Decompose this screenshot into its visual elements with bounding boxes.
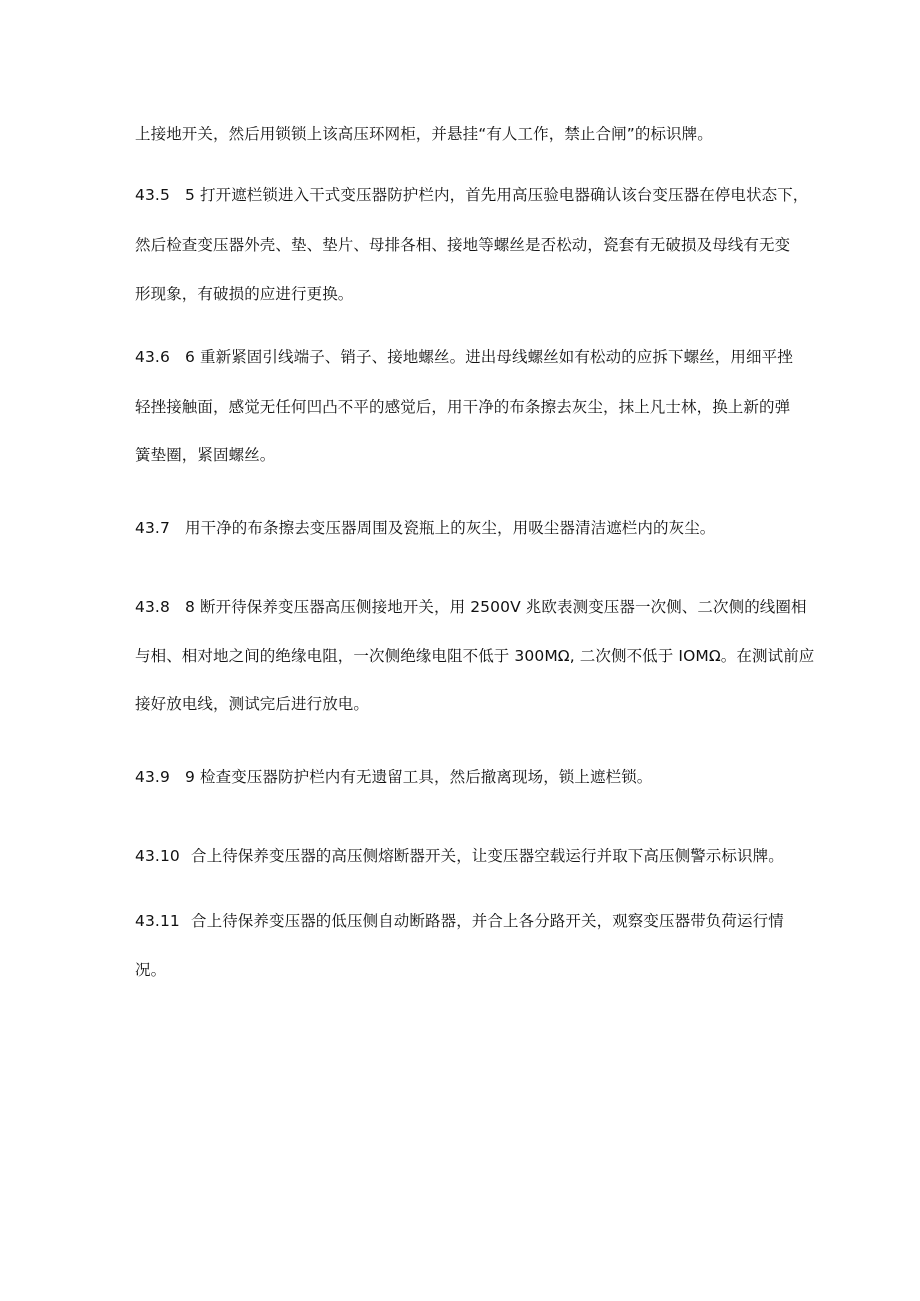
- item-43-8-line-2: [135, 646, 815, 666]
- item-number: 43.6: [135, 348, 170, 366]
- item-43-8-line-1: [135, 597, 810, 617]
- item-text: 5 打开遮栏锁进入干式变压器防护栏内，首先用高压验电器确认该台变压器在停电状态下，: [185, 186, 809, 204]
- item-number: 43.11: [135, 912, 180, 930]
- intro-text: 上接地开关，然后用锁锁上该高压环网柜，并悬挂“有人工作，禁止合闸”的标识牌。: [135, 125, 713, 143]
- item-text: 轻挫接触面，感觉无任何凹凸不平的感觉后，用干净的布条擦去灰尘，抹上凡士林，换上新的弹: [135, 398, 791, 416]
- item-43-5-line-1: [135, 185, 810, 205]
- item-number: 43.10: [135, 847, 180, 865]
- item-43-6-line-1: [135, 347, 810, 367]
- item-43-5-line-3: [135, 284, 810, 304]
- item-43-6-line-3: [135, 445, 810, 465]
- item-text: 合上待保养变压器的高压侧熔断器开关，让变压器空载运行并取下高压侧警示标识牌。: [191, 847, 784, 865]
- item-43-10-line-1: [135, 846, 810, 866]
- item-text: 然后检查变压器外壳、垫、垫片、母排各相、接地等螺丝是否松动，瓷套有无破损及母线有无变: [135, 236, 791, 254]
- item-text: 用干净的布条擦去变压器周围及瓷瓶上的灰尘，用吸尘器清洁遮栏内的灰尘。: [185, 519, 716, 537]
- item-text: 6 重新紧固引线端子、销子、接地螺丝。进出母线螺丝如有松动的应拆下螺丝，用细平挫: [185, 348, 793, 366]
- item-43-11-line-2: [135, 960, 810, 980]
- intro-line: [135, 124, 810, 144]
- item-43-7-line-1: [135, 518, 810, 538]
- item-text: 8 断开待保养变压器高压侧接地开关，用 2500V 兆欧表测变压器一次侧、二次侧的线圈相: [185, 598, 807, 616]
- item-43-5-line-2: [135, 235, 810, 255]
- item-43-8-line-3: [135, 694, 810, 714]
- item-text: 形现象，有破损的应进行更换。: [135, 285, 354, 303]
- item-43-9-line-1: [135, 767, 810, 787]
- item-number: 43.5: [135, 186, 170, 204]
- item-text: 合上待保养变压器的低压侧自动断路器，并合上各分路开关，观察变压器带负荷运行情: [191, 912, 784, 930]
- item-number: 43.9: [135, 768, 170, 786]
- item-43-6-line-2: [135, 397, 810, 417]
- item-43-11-line-1: [135, 911, 810, 931]
- item-text: 簧垫圈，紧固螺丝。: [135, 446, 276, 464]
- item-number: 43.7: [135, 519, 170, 537]
- item-text: 9 检查变压器防护栏内有无遗留工具，然后撤离现场，锁上遮栏锁。: [185, 768, 653, 786]
- item-text: 接好放电线，测试完后进行放电。: [135, 695, 370, 713]
- item-text: 与相、相对地之间的绝缘电阻，一次侧绝缘电阻不低于 300MΩ, 二次侧不低于 IOMΩ。在测试前应: [135, 647, 815, 665]
- item-text: 况。: [135, 961, 167, 979]
- item-number: 43.8: [135, 598, 170, 616]
